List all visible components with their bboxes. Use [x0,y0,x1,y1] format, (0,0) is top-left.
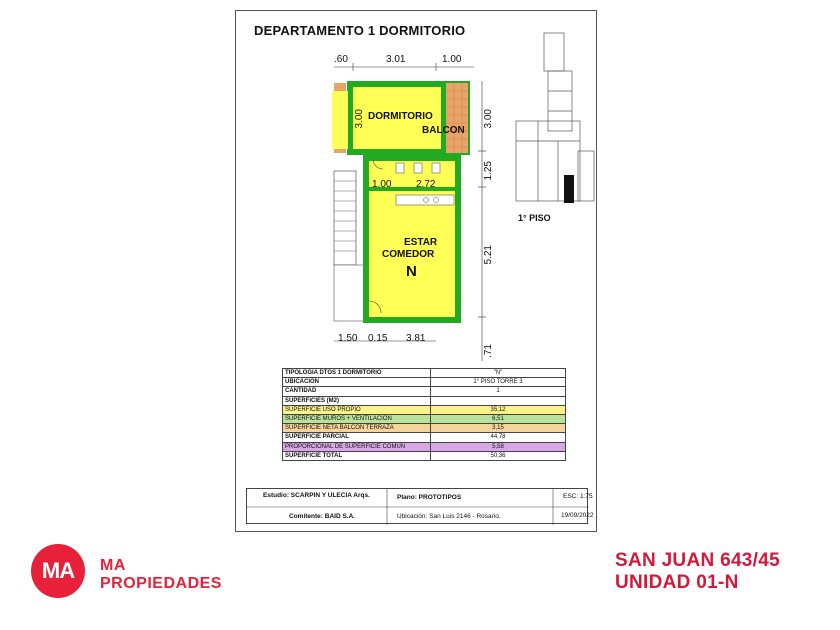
surface-table-value: 6,51 [431,414,566,423]
title-block-esc: ESC: 1:75 [563,493,593,500]
surface-table-row [283,414,566,423]
surface-table-value: 1 [431,387,566,396]
surface-table-label: SUPERFICIES (M2) [283,396,431,405]
brand-name-line1: MA [100,557,126,574]
surface-table-value: 44,78 [431,433,566,442]
surface-table-row [283,442,566,451]
surface-table-row [283,433,566,442]
dim-top-3: 1.00 [442,54,462,65]
surface-table-row [283,451,566,460]
dim-right-4: .71 [483,344,494,358]
surface-table-row [283,405,566,414]
unit-address: SAN JUAN 643/45 [614,550,780,571]
unit-letter: N [406,263,417,280]
dim-inner-2: 1.00 [372,179,392,190]
unit-info [615,550,780,594]
surface-table-value: 1° PISO TORRE 3 [431,378,566,387]
surface-table-row [283,369,566,378]
surface-table-value: "N" [431,369,566,378]
surface-table-value: 50,36 [431,451,566,460]
surface-table-label: SUPERFICIE NETA BALCON TERRAZA [283,424,431,433]
brand-name [100,557,222,593]
title-block-fecha: 19/09/2022 [561,512,594,519]
plan-title: DEPARTAMENTO 1 DORMITORIO [254,23,466,38]
title-block-ubicacion: Ubicación: San Luis 2146 - Rosario. [397,513,501,520]
key-plan [508,31,598,221]
dim-top-2: 3.01 [386,54,406,65]
surface-table-label: CANTIDAD [283,387,431,396]
surface-table-row [283,396,566,405]
surface-table [282,368,566,461]
surface-table-value [431,396,566,405]
dim-right-3: 5.21 [483,245,494,265]
title-block [246,488,594,524]
surface-table-label: SUPERFICIE USO PROPIO [283,405,431,414]
surface-table-value: 3,15 [431,424,566,433]
title-block-estudio: Estudio: SCARPIN Y ULECIA Arqs. [263,492,370,499]
surface-table-label: TIPOLOGIA DTOS 1 DORMITORIO [283,369,431,378]
key-plan-floor-label: 1° PISO [518,213,551,223]
room-label-dormitorio: DORMITORIO [368,111,433,122]
dim-bottom-2: 0.15 [368,333,388,344]
title-block-plano: Plano: PROTOTIPOS [397,494,462,501]
surface-table-label: SUPERFICIE MUROS + VENTILACION [283,414,431,423]
surface-table-row [283,378,566,387]
dim-inner-3: 2.72 [416,179,436,190]
dim-right-2: 1.25 [483,161,494,181]
surface-table-label: PROPORCIONAL DE SUPERFICIE COMUN [283,442,431,451]
dim-bottom-1: 1.50 [338,333,358,344]
dim-inner-1: 3.00 [354,109,365,129]
brand-logo [31,544,85,598]
surface-table-value: 35,12 [431,405,566,414]
surface-table-row [283,424,566,433]
dim-top-1: .60 [334,54,348,65]
surface-table-label: SUPERFICIE PARCIAL [283,433,431,442]
dim-right-1: 3.00 [483,109,494,129]
room-label-comedor: COMEDOR [382,249,435,260]
room-label-balcon: BALCON [422,125,465,136]
surface-table-label: UBICACIÓN [283,378,431,387]
floor-plan-sheet [235,10,597,532]
brand-name-line2: PROPIEDADES [100,575,222,592]
dim-bottom-3: 3.81 [406,333,426,344]
surface-table-label: SUPERFICIE TOTAL [283,451,431,460]
title-block-comitente: Comitente: BAID S.A. [289,513,356,520]
surface-table-row [283,387,566,396]
unit-number: UNIDAD 01-N [614,572,739,593]
surface-table-value: 5,58 [431,442,566,451]
brand-logo-text: MA [41,558,75,583]
room-label-estar: ESTAR [404,237,438,248]
